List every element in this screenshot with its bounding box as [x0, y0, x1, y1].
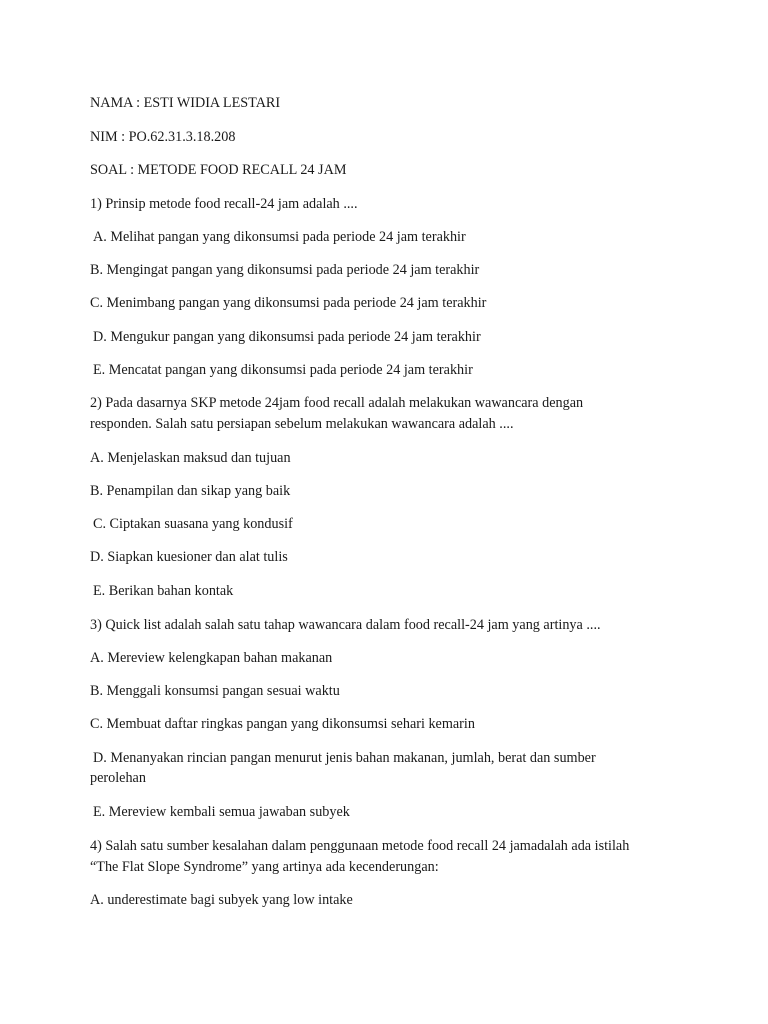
subject-title: SOAL : METODE FOOD RECALL 24 JAM — [90, 162, 347, 178]
question-1-text: 1) Prinsip metode food recall-24 jam adalah .... — [90, 196, 358, 212]
question-2-text-line-1: 2) Pada dasarnya SKP metode 24jam food recall adalah melakukan wawancara dengan — [90, 395, 584, 411]
question-2-text-line-2: responden. Salah satu persiapan sebelum melakukan wawancara adalah .... — [90, 416, 514, 432]
question-1-option-b: B. Mengingat pangan yang dikonsumsi pada periode 24 jam terakhir — [90, 262, 480, 278]
question-3-option-a: A. Mereview kelengkapan bahan makanan — [90, 650, 333, 666]
question-4-option-a: A. underestimate bagi subyek yang low intake — [90, 892, 353, 908]
question-3-option-c: C. Membuat daftar ringkas pangan yang dikonsumsi sehari kemarin — [90, 716, 475, 732]
student-name: NAMA : ESTI WIDIA LESTARI — [90, 95, 281, 111]
question-4-text-line-1: 4) Salah satu sumber kesalahan dalam penggunaan metode food recall 24 jamadalah ada istilah — [90, 838, 630, 854]
question-2-option-d: D. Siapkan kuesioner dan alat tulis — [90, 549, 288, 565]
question-2-option-e: E. Berikan bahan kontak — [93, 583, 234, 599]
question-1-option-c: C. Menimbang pangan yang dikonsumsi pada periode 24 jam terakhir — [90, 295, 487, 311]
question-1-option-a: A. Melihat pangan yang dikonsumsi pada periode 24 jam terakhir — [93, 229, 466, 245]
question-1-option-d: D. Mengukur pangan yang dikonsumsi pada periode 24 jam terakhir — [93, 329, 481, 345]
question-2-option-a: A. Menjelaskan maksud dan tujuan — [90, 450, 291, 466]
question-3-option-d-line-1: D. Menanyakan rincian pangan menurut jenis bahan makanan, jumlah, berat dan sumber — [93, 750, 596, 766]
question-3-option-e: E. Mereview kembali semua jawaban subyek — [93, 804, 350, 820]
question-1-option-e: E. Mencatat pangan yang dikonsumsi pada periode 24 jam terakhir — [93, 362, 473, 378]
question-3-option-d-line-2: perolehan — [90, 770, 146, 786]
question-4-text-line-2: “The Flat Slope Syndrome” yang artinya ada kecenderungan: — [90, 859, 439, 875]
student-id: NIM : PO.62.31.3.18.208 — [90, 129, 236, 145]
question-3-text: 3) Quick list adalah salah satu tahap wawancara dalam food recall-24 jam yang artinya .... — [90, 617, 601, 633]
question-2-option-c: C. Ciptakan suasana yang kondusif — [93, 516, 293, 532]
question-2-option-b: B. Penampilan dan sikap yang baik — [90, 483, 291, 499]
question-3-option-b: B. Menggali konsumsi pangan sesuai waktu — [90, 683, 340, 699]
